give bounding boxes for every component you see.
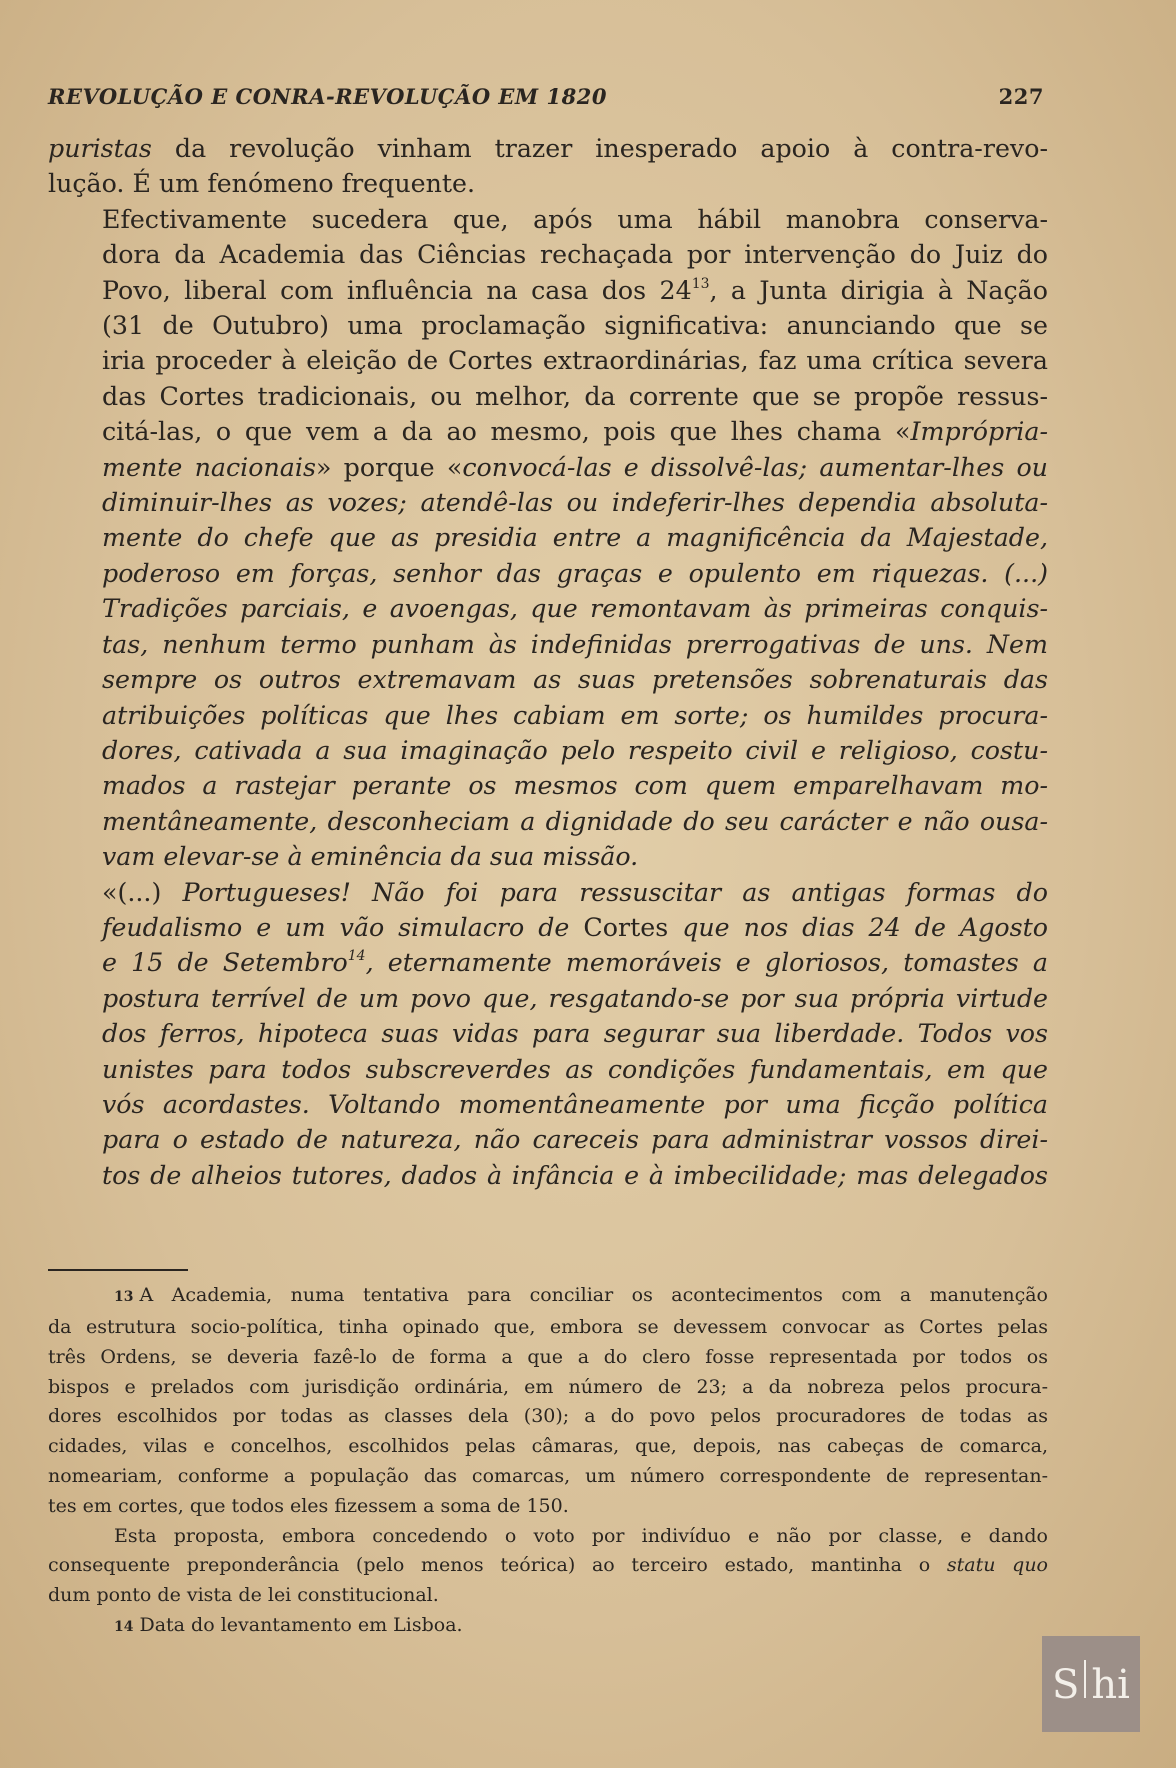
footnote-14: 14 Data do levantamento em Lisboa. <box>114 1613 463 1636</box>
footnote-line: dores escolhidos por todas as classes dela (30); a do povo pelos procuradores de todas as <box>48 1405 1048 1428</box>
text-line: para o estado de natureza, não careceis para administrar vossos direi- <box>102 1125 1048 1155</box>
text-line: diminuir-lhes as vozes; atendê-las ou indeferir-lhes dependia absoluta- <box>102 488 1048 518</box>
footnote-13-paragraph-2: Esta proposta, embora concedendo o voto por indivíduo e não por classe, e dando <box>114 1524 1048 1547</box>
text-line: mente nacionais» porque «convocá-las e dissolvê-las; aumentar-lhes ou <box>102 452 1048 482</box>
footnote-ref-13: 13 <box>691 275 710 292</box>
text-line: dores, cativada a sua imaginação pelo respeito civil e religioso, costu- <box>102 735 1048 765</box>
footnote-13: 13 A Academia, numa tentativa para conciliar os acontecimentos com a manutenção <box>114 1284 1048 1307</box>
book-page <box>48 84 1048 1643</box>
text-line: mados a rastejar perante os mesmos com quem emparelhavam mo- <box>102 771 1048 801</box>
footnote-line: consequente preponderância (pelo menos teórica) ao terceiro estado, mantinha o statu quo <box>48 1554 1048 1577</box>
footnote-line: tes em cortes, que todos eles fizessem a soma de 150. <box>48 1494 569 1517</box>
text-line: (31 de Outubro) uma proclamação significativa: anunciando que se <box>102 311 1048 341</box>
text-line: Povo, liberal com influência na casa dos $24^{13}$, a Junta dirigia à Nação <box>102 275 1048 305</box>
text-line: dora da Academia das Ciências rechaçada por intervenção do Juiz do <box>102 240 1048 270</box>
footnote-line: cidades, vilas e concelhos, escolhidos pelas câmaras, que, depois, nas cabeças de comarca, <box>48 1435 1048 1458</box>
text-line: feudalismo e um vão simulacro de Cortes que nos dias 24 de Agosto <box>102 912 1048 942</box>
footnotes <box>48 1281 1048 1643</box>
text-line: lução. É um fenómeno frequente. <box>48 169 476 199</box>
text-line: unistes para todos subscreverdes as condições fundamentais, em que <box>102 1054 1048 1084</box>
text-line: e 15 de Setembro$^{14}$, eternamente memoráveis e gloriosos, tomastes a <box>102 948 1048 978</box>
text-line: dos ferros, hipoteca suas vidas para segurar sua liberdade. Todos vos <box>102 1019 1048 1049</box>
text-line: vam elevar-se à eminência da sua missão. <box>102 842 639 872</box>
footnote-line: dum ponto de vista de lei constitucional. <box>48 1584 439 1607</box>
page-number: 227 <box>998 84 1044 109</box>
main-text <box>48 131 1048 1193</box>
text-line: tos de alheios tutores, dados à infância e à imbecilidade; mas delegados <box>102 1160 1048 1190</box>
library-watermark-logo: S hi <box>1042 1636 1140 1732</box>
text-line: «(...) Portugueses! Não foi para ressuscitar as antigas formas do <box>102 877 1048 907</box>
text-line: sempre os outros extremavam as suas pretensões sobrenaturais das <box>102 665 1048 695</box>
text-line: vós acordastes. Voltando momentâneamente por uma ficção política <box>102 1089 1048 1119</box>
text-line: puristas da revolução vinham trazer inesperado apoio à contra-revo- <box>48 134 1048 163</box>
text-line: Efectivamente sucedera que, após uma hábil manobra conserva- <box>102 204 1048 234</box>
footnote-line: bispos e prelados com jurisdição ordinária, em número de 23; a da nobreza pelos procura- <box>48 1375 1048 1398</box>
text-line: das Cortes tradicionais, ou melhor, da corrente que se propõe ressus- <box>102 381 1048 411</box>
text-line: mentâneamente, desconheciam a dignidade do seu carácter e não ousa- <box>102 806 1048 836</box>
text-line: mente do chefe que as presidia entre a magnificência da Majestade, <box>102 523 1048 553</box>
running-title: REVOLUÇÃO E CONRA-REVOLUÇÃO EM 1820 <box>48 84 607 109</box>
text-line: poderoso em forças, senhor das graças e opulento em riquezas. (...) <box>102 558 1048 588</box>
text-line: postura terrível de um povo que, resgatando-se por sua própria virtude <box>102 983 1048 1013</box>
text-line: Tradições parciais, e avoengas, que remontavam às primeiras conquis- <box>102 594 1048 624</box>
footnote-line: três Ordens, se deveria fazê-lo de forma a que a do clero fosse representada por todos os <box>48 1345 1048 1368</box>
text-line: atribuições políticas que lhes cabiam em sorte; os humildes procura- <box>102 700 1048 730</box>
footnote-rule <box>48 1269 188 1271</box>
running-head <box>48 84 1048 109</box>
footnote-line: nomeariam, conforme a população das comarcas, um número correspondente de representan- <box>48 1464 1048 1487</box>
footnote-ref-14: 14 <box>347 948 366 965</box>
footnote-line: da estrutura socio-política, tinha opinado que, embora se devessem convocar as Cortes pelas <box>48 1315 1048 1338</box>
text-line: iria proceder à eleição de Cortes extraordinárias, faz uma crítica severa <box>102 346 1048 376</box>
text-line: tas, nenhum termo punham às indefinidas prerrogativas de uns. Nem <box>102 629 1048 659</box>
footnote-13-mark: 13 <box>114 1289 134 1306</box>
text-line: citá-las, o que vem a da ao mesmo, pois que lhes chama «Imprópria- <box>102 417 1048 447</box>
footnote-14-mark: 14 <box>114 1618 134 1635</box>
